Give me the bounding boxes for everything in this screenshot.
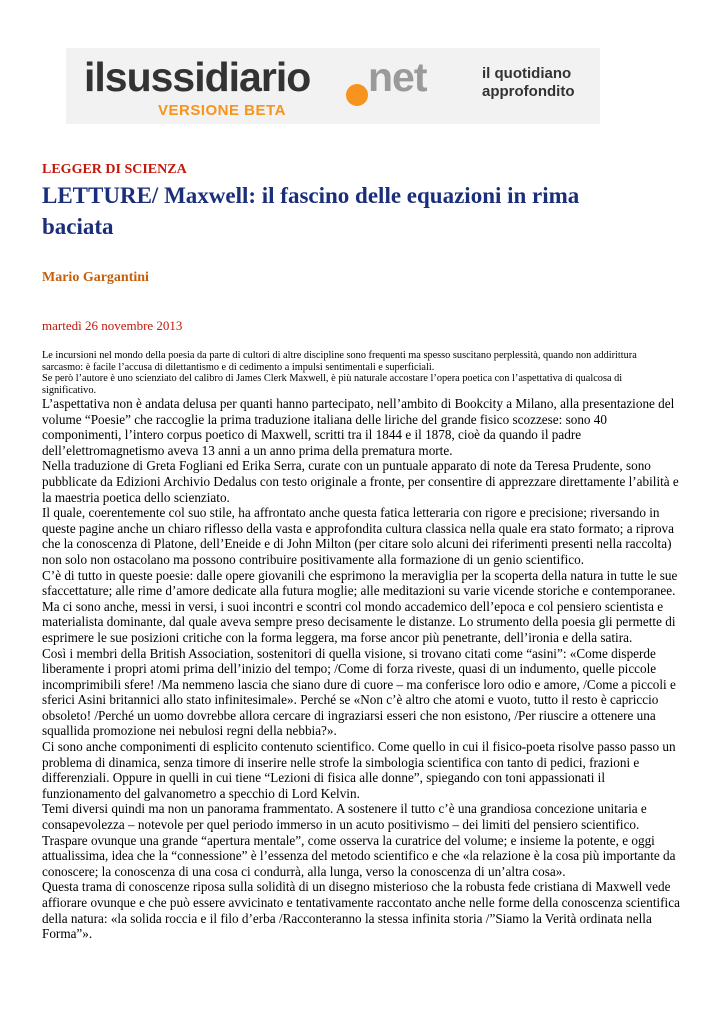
body-paragraph: L’aspettativa non è andata delusa per quanti hanno partecipato, nell’ambito di Bookcity a Milano, alla presentazione del volume “Poesie” che raccoglie la prima traduzione italiana delle liriche del grande fisico scozzese: sono 40 componimenti, l’intero corpus poetico di Maxwell, scritti tra il 1844 e il 1878, cioè da quando il padre dell’elettromagnetismo aveva 13 anni a un anno prima della prematura morte. — [42, 396, 675, 458]
body-paragraph: Questa trama di conoscenze riposa sulla solidità di un disegno misterioso che la robusta fede cristiana di Maxwell vede affiorare ovunque e che può essere avvicinato e tentativamente raccontato anche nelle forme della conoscenza scientifica della natura: «la solida roccia e il filo d’erba /Racconteranno la stessa infinita storia /”Siamo la Verità ordinata nella Forma”». — [42, 879, 680, 942]
site-banner[interactable] — [66, 48, 600, 124]
section-label[interactable]: LEGGER DI SCIENZA — [42, 162, 187, 177]
body-paragraph: C’è di tutto in queste poesie: dalle opere giovanili che esprimono la meraviglia per la scoperta della natura in tutte le sue sfaccettature; alle rime d’amore dedicate alla futura moglie; alle meditazioni su varie vicende storiche e contemporanee. Ma ci sono anche, messi in versi, i suoi incontri e scontri col mondo accademico dell’epoca e col pensiero scientista e materialista dominante, dal quale aveva sempre preso decisamente le distanze. Lo strumento della poesia gli permette di esprimere le sue posizioni critiche con la forma leggera, ma forse ancor più penetrante, dell’ironia e della satira. — [42, 567, 678, 645]
logo-dot-icon — [346, 84, 368, 106]
site-logo-net[interactable]: net — [368, 54, 427, 100]
body-paragraph: Il quale, coerentemente col suo stile, ha affrontato anche questa fatica letteraria con rigore e precisione; riversando in queste pagine anche un chiaro riflesso della vasta e approfondita cultura classica nella quale era stato formato; a riprova che la conoscenza di Platone, dell’Eneide e di John Milton (per citare solo alcuni dei riferimenti presenti nella raccolta) non solo non ostacolano ma possono contribuire positivamente alla formazione di un genio scientifico. — [42, 505, 675, 567]
article-date: martedì 26 novembre 2013 — [42, 318, 183, 333]
lead-paragraph: Se però l’autore è uno scienziato del calibro di James Clerk Maxwell, è più naturale accostare l’opera poetica con l’aspettativa di qualcosa di significativo. — [42, 373, 623, 396]
body-paragraph: Temi diversi quindi ma non un panorama frammentato. A sostenere il tutto c’è una grandiosa concezione unitaria e consapevolezza – notevole per quel periodo immerso in un acuto positivismo – dei limiti del pensiero scientifico. Traspare ovunque una grande “apertura mentale”, come osserva la curatrice del volume; e insieme la potente, e oggi attualissima, idea che la “connessione” è l’essenza del metodo scientifico e che «la relazione è la cosa più importante da conoscere; la conoscenza di una cosa ci condurrà, alla lunga, verso la conoscenza di un’altra cosa». — [42, 801, 676, 879]
lead-paragraph: Le incursioni nel mondo della poesia da parte di cultori di altre discipline sono frequenti ma spesso suscitano perplessità, quando non addirittura sarcasmo: è facile l’accusa di dilettantismo e di cedimento a impulsi sentimentali e superficiali. — [42, 350, 637, 373]
article-lead — [42, 350, 678, 396]
article-title: LETTURE/ Maxwell: il fascino delle equazioni in rima baciata — [42, 183, 580, 239]
site-tagline: il quotidiano approfondito — [482, 65, 575, 100]
site-logo[interactable]: ilsussidiario — [84, 54, 311, 100]
body-paragraph: Ci sono anche componimenti di esplicito contenuto scientifico. Come quello in cui il fisico-poeta risolve passo passo un problema di dinamica, senza timore di inserire nelle strofe la simbologia scientifica con tanto di pedici, frazioni e differenziali. Oppure in quelli in cui tiene “Lezioni di fisica alle donne”, spiegando con toni appassionati il funzionamento del galvanometro a specchio di Lord Kelvin. — [42, 739, 676, 801]
article-author[interactable]: Mario Gargantini — [42, 270, 149, 285]
beta-badge: VERSIONE BETA — [158, 102, 286, 119]
body-paragraph: Così i membri della British Association, sostenitori di quella visione, si trovano citati come “asini”: «Come disperde liberamente i propri atomi prima dell’inizio del tempo; /Come di forza riveste, quasi di un indumento, quelle piccole incomprimibili sfere! /Ma nemmeno lascia che siano dure di cuore – ma conferisce loro odio e amore, /Come a piccoli e sferici Asini britannici allo stato infinitesimale». Perché se «Non c’è altro che atomi e vuoto, tutto il resto è capriccio obsoleto! /Perché un uomo dovrebbe allora cercare di ingraziarsi esseri che non esistono, /Per riuscire a ottenere una squallida promozione nei nebulosi regni della nebbia?». — [42, 645, 676, 739]
body-paragraph: Nella traduzione di Greta Fogliani ed Erika Serra, curate con un puntuale apparato di note da Teresa Prudente, sono pubblicate da Edizioni Archivio Dedalus con testo originale a fronte, per consentire di apprezzare direttamente l’abilità e la maestria poetica dello scienziato. — [42, 458, 679, 505]
article-body — [42, 396, 682, 942]
